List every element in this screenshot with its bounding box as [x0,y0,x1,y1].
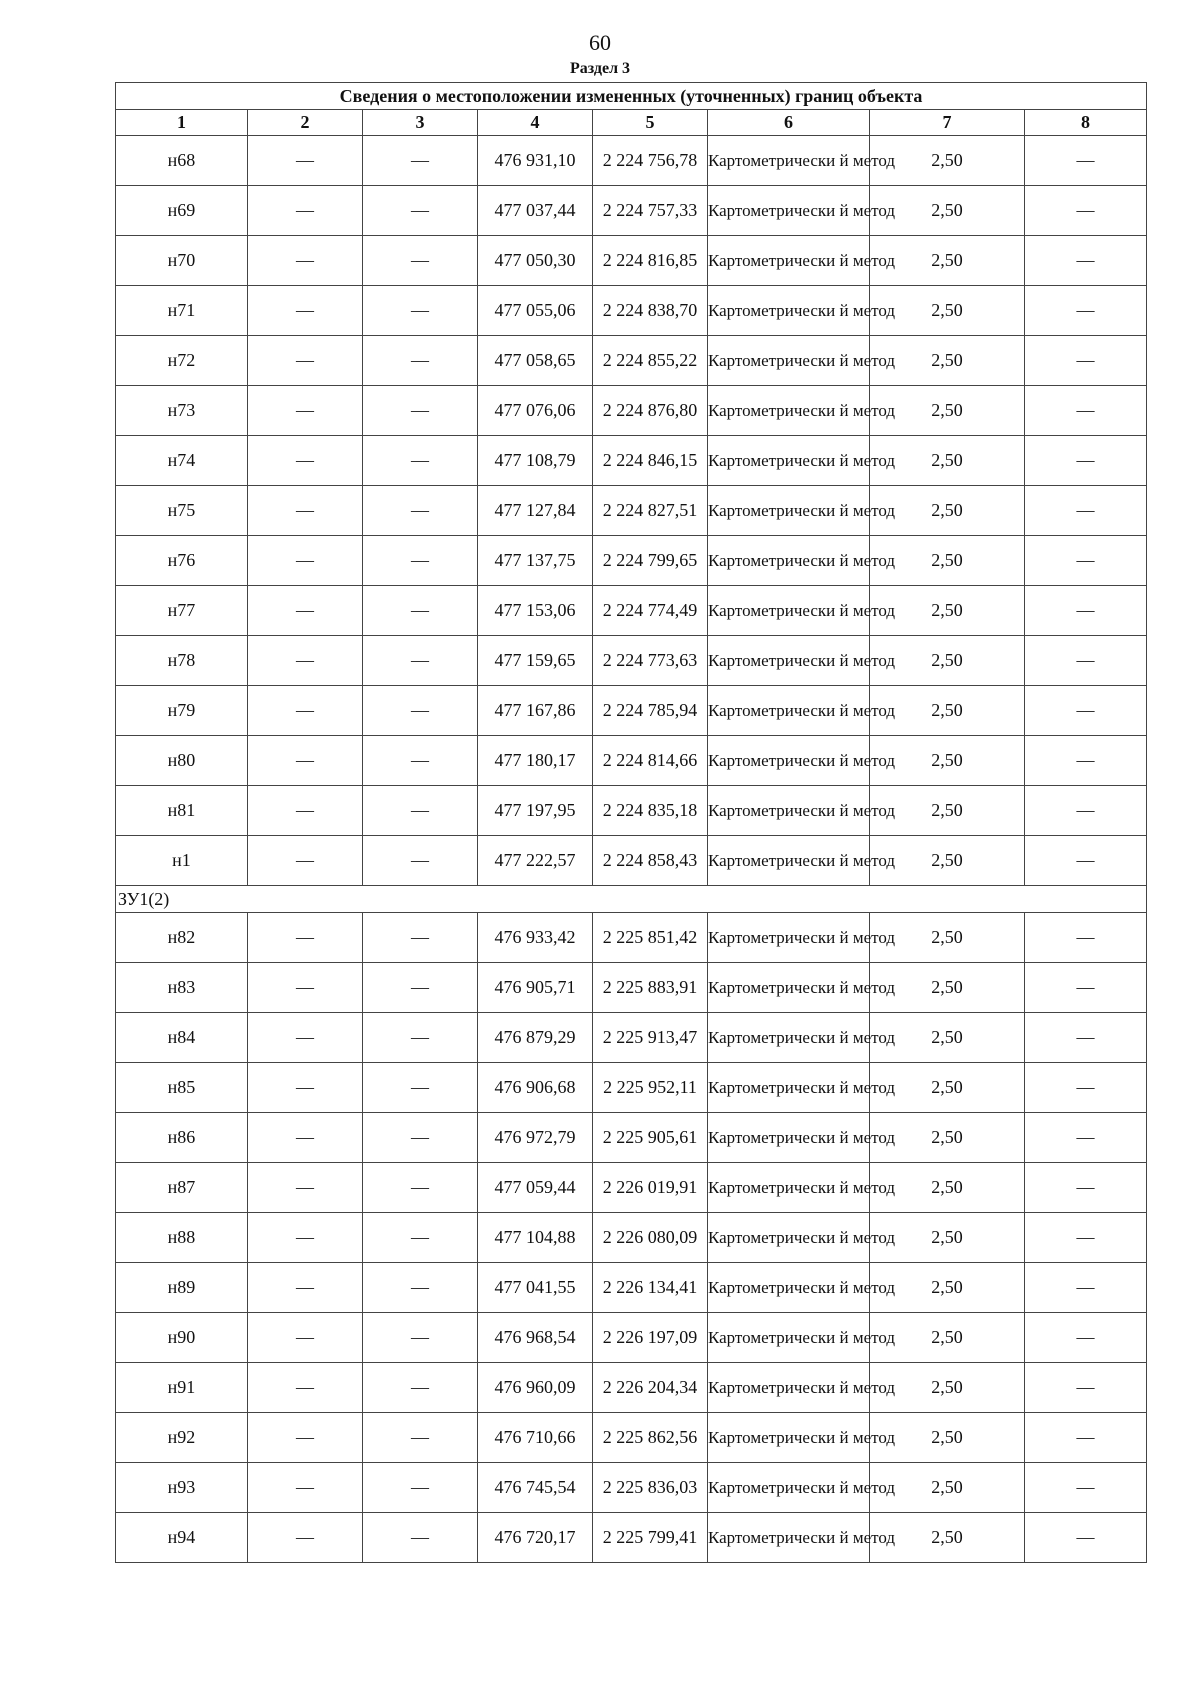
accuracy-cell: 2,50 [870,1013,1025,1063]
col3-cell: — [363,286,478,336]
table-row [116,1363,1147,1413]
col3-cell: — [363,386,478,436]
y-coordinate-cell: 2 226 204,34 [593,1363,708,1413]
col8-cell: — [1025,486,1147,536]
col8-cell: — [1025,736,1147,786]
accuracy-cell: 2,50 [870,1113,1025,1163]
col2-cell: — [248,1113,363,1163]
table-row [116,963,1147,1013]
col8-cell: — [1025,836,1147,886]
point-id-cell: н71 [116,286,248,336]
point-id-cell: н74 [116,436,248,486]
point-id-cell: н76 [116,536,248,586]
page-number: 60 [589,30,611,55]
y-coordinate-cell: 2 224 756,78 [593,136,708,186]
col2-cell: — [248,1463,363,1513]
y-coordinate-cell: 2 224 814,66 [593,736,708,786]
x-coordinate-cell: 477 197,95 [478,786,593,836]
col3-cell: — [363,786,478,836]
coordinates-table [115,82,1147,1563]
x-coordinate-cell: 476 931,10 [478,136,593,186]
col2-cell: — [248,186,363,236]
y-coordinate-cell: 2 224 816,85 [593,236,708,286]
y-coordinate-cell: 2 226 134,41 [593,1263,708,1313]
accuracy-cell: 2,50 [870,286,1025,336]
col2-cell: — [248,1063,363,1113]
col3-cell: — [363,1013,478,1063]
col2-cell: — [248,836,363,886]
x-coordinate-cell: 477 059,44 [478,1163,593,1213]
table-row [116,786,1147,836]
accuracy-cell: 2,50 [870,1513,1025,1563]
method-cell: Картометрически й метод [708,1063,870,1113]
method-cell: Картометрически й метод [708,236,870,286]
x-coordinate-cell: 477 055,06 [478,286,593,336]
col2-cell: — [248,736,363,786]
col2-cell: — [248,1313,363,1363]
col2-cell: — [248,236,363,286]
col2-cell: — [248,336,363,386]
col2-cell: — [248,963,363,1013]
col2-cell: — [248,136,363,186]
accuracy-cell: 2,50 [870,686,1025,736]
table-row [116,436,1147,486]
y-coordinate-cell: 2 224 838,70 [593,286,708,336]
table-row [116,1413,1147,1463]
col2-cell: — [248,486,363,536]
col8-cell: — [1025,1463,1147,1513]
y-coordinate-cell: 2 225 836,03 [593,1463,708,1513]
col8-cell: — [1025,636,1147,686]
y-coordinate-cell: 2 224 846,15 [593,436,708,486]
accuracy-cell: 2,50 [870,963,1025,1013]
point-id-cell: н90 [116,1313,248,1363]
col8-cell: — [1025,286,1147,336]
col3-cell: — [363,1063,478,1113]
col3-cell: — [363,436,478,486]
col2-cell: — [248,586,363,636]
col8-cell: — [1025,1363,1147,1413]
col3-cell: — [363,736,478,786]
method-cell: Картометрически й метод [708,836,870,886]
point-id-cell: н93 [116,1463,248,1513]
col3-cell: — [363,1363,478,1413]
point-id-cell: н89 [116,1263,248,1313]
group-header-row [116,886,1147,913]
col3-cell: — [363,536,478,586]
accuracy-cell: 2,50 [870,786,1025,836]
table-row [116,1463,1147,1513]
table-row [116,186,1147,236]
y-coordinate-cell: 2 225 883,91 [593,963,708,1013]
point-id-cell: н79 [116,686,248,736]
section-title: Раздел 3 [569,60,631,77]
point-id-cell: н81 [116,786,248,836]
x-coordinate-cell: 477 137,75 [478,536,593,586]
x-coordinate-cell: 476 710,66 [478,1413,593,1463]
point-id-cell: н87 [116,1163,248,1213]
x-coordinate-cell: 477 222,57 [478,836,593,886]
col2-cell: — [248,1363,363,1413]
col3-cell: — [363,336,478,386]
accuracy-cell: 2,50 [870,1363,1025,1413]
column-header: 5 [593,110,708,136]
table-row [116,136,1147,186]
point-id-cell: н83 [116,963,248,1013]
y-coordinate-cell: 2 224 773,63 [593,636,708,686]
col3-cell: — [363,236,478,286]
accuracy-cell: 2,50 [870,536,1025,586]
point-id-cell: н70 [116,236,248,286]
x-coordinate-cell: 476 933,42 [478,913,593,963]
x-coordinate-cell: 477 108,79 [478,436,593,486]
col3-cell: — [363,136,478,186]
method-cell: Картометрически й метод [708,286,870,336]
method-cell: Картометрически й метод [708,1413,870,1463]
col2-cell: — [248,386,363,436]
method-cell: Картометрически й метод [708,1463,870,1513]
y-coordinate-cell: 2 224 855,22 [593,336,708,386]
column-header-row [116,110,1147,136]
accuracy-cell: 2,50 [870,136,1025,186]
column-header: 8 [1025,110,1147,136]
y-coordinate-cell: 2 224 876,80 [593,386,708,436]
col3-cell: — [363,836,478,886]
accuracy-cell: 2,50 [870,1213,1025,1263]
table-row [116,586,1147,636]
y-coordinate-cell: 2 225 952,11 [593,1063,708,1113]
method-cell: Картометрически й метод [708,386,870,436]
accuracy-cell: 2,50 [870,436,1025,486]
col2-cell: — [248,1413,363,1463]
y-coordinate-cell: 2 225 913,47 [593,1013,708,1063]
x-coordinate-cell: 477 180,17 [478,736,593,786]
table-row [116,1513,1147,1563]
col2-cell: — [248,1263,363,1313]
col2-cell: — [248,1513,363,1563]
col3-cell: — [363,1463,478,1513]
y-coordinate-cell: 2 226 197,09 [593,1313,708,1363]
y-coordinate-cell: 2 224 858,43 [593,836,708,886]
col8-cell: — [1025,1163,1147,1213]
col8-cell: — [1025,186,1147,236]
x-coordinate-cell: 477 050,30 [478,236,593,286]
accuracy-cell: 2,50 [870,1063,1025,1113]
col8-cell: — [1025,1313,1147,1363]
column-header: 6 [708,110,870,136]
method-cell: Картометрически й метод [708,686,870,736]
method-cell: Картометрически й метод [708,1163,870,1213]
accuracy-cell: 2,50 [870,336,1025,386]
method-cell: Картометрически й метод [708,586,870,636]
y-coordinate-cell: 2 225 851,42 [593,913,708,963]
col3-cell: — [363,586,478,636]
x-coordinate-cell: 477 037,44 [478,186,593,236]
x-coordinate-cell: 476 720,17 [478,1513,593,1563]
column-header: 4 [478,110,593,136]
point-id-cell: н68 [116,136,248,186]
x-coordinate-cell: 477 076,06 [478,386,593,436]
accuracy-cell: 2,50 [870,1263,1025,1313]
table-row [116,736,1147,786]
point-id-cell: н88 [116,1213,248,1263]
accuracy-cell: 2,50 [870,1313,1025,1363]
method-cell: Картометрически й метод [708,1013,870,1063]
method-cell: Картометрически й метод [708,1513,870,1563]
method-cell: Картометрически й метод [708,1213,870,1263]
col3-cell: — [363,963,478,1013]
point-id-cell: н77 [116,586,248,636]
method-cell: Картометрически й метод [708,913,870,963]
method-cell: Картометрически й метод [708,1263,870,1313]
y-coordinate-cell: 2 224 774,49 [593,586,708,636]
y-coordinate-cell: 2 225 799,41 [593,1513,708,1563]
col8-cell: — [1025,1213,1147,1263]
table-row [116,1163,1147,1213]
x-coordinate-cell: 476 905,71 [478,963,593,1013]
table-row [116,286,1147,336]
column-header: 2 [248,110,363,136]
accuracy-cell: 2,50 [870,913,1025,963]
y-coordinate-cell: 2 225 862,56 [593,1413,708,1463]
table-row [116,236,1147,286]
col3-cell: — [363,686,478,736]
table-row [116,1213,1147,1263]
point-id-cell: н84 [116,1013,248,1063]
col2-cell: — [248,786,363,836]
accuracy-cell: 2,50 [870,1413,1025,1463]
col8-cell: — [1025,336,1147,386]
table-row [116,486,1147,536]
column-header: 3 [363,110,478,136]
x-coordinate-cell: 476 879,29 [478,1013,593,1063]
method-cell: Картометрически й метод [708,136,870,186]
col8-cell: — [1025,1013,1147,1063]
table-row [116,1113,1147,1163]
method-cell: Картометрически й метод [708,536,870,586]
table-row [116,1063,1147,1113]
col8-cell: — [1025,386,1147,436]
x-coordinate-cell: 477 127,84 [478,486,593,536]
col8-cell: — [1025,436,1147,486]
column-header: 7 [870,110,1025,136]
accuracy-cell: 2,50 [870,1163,1025,1213]
y-coordinate-cell: 2 224 827,51 [593,486,708,536]
column-header: 1 [116,110,248,136]
col3-cell: — [363,1213,478,1263]
method-cell: Картометрически й метод [708,336,870,386]
col3-cell: — [363,1313,478,1363]
col3-cell: — [363,1413,478,1463]
method-cell: Картометрически й метод [708,1313,870,1363]
y-coordinate-cell: 2 226 019,91 [593,1163,708,1213]
table-row [116,1263,1147,1313]
accuracy-cell: 2,50 [870,1463,1025,1513]
accuracy-cell: 2,50 [870,636,1025,686]
group-label: ЗУ1(2) [116,886,1147,913]
col3-cell: — [363,913,478,963]
method-cell: Картометрически й метод [708,736,870,786]
method-cell: Картометрически й метод [708,1113,870,1163]
y-coordinate-cell: 2 224 757,33 [593,186,708,236]
x-coordinate-cell: 477 153,06 [478,586,593,636]
accuracy-cell: 2,50 [870,486,1025,536]
y-coordinate-cell: 2 224 785,94 [593,686,708,736]
col3-cell: — [363,1163,478,1213]
x-coordinate-cell: 477 167,86 [478,686,593,736]
point-id-cell: н85 [116,1063,248,1113]
x-coordinate-cell: 477 104,88 [478,1213,593,1263]
col8-cell: — [1025,1513,1147,1563]
table-row [116,636,1147,686]
x-coordinate-cell: 477 159,65 [478,636,593,686]
method-cell: Картометрически й метод [708,786,870,836]
accuracy-cell: 2,50 [870,836,1025,886]
col2-cell: — [248,636,363,686]
col8-cell: — [1025,963,1147,1013]
col8-cell: — [1025,686,1147,736]
point-id-cell: н72 [116,336,248,386]
point-id-cell: н82 [116,913,248,963]
y-coordinate-cell: 2 226 080,09 [593,1213,708,1263]
point-id-cell: н69 [116,186,248,236]
table-row [116,386,1147,436]
y-coordinate-cell: 2 224 835,18 [593,786,708,836]
col2-cell: — [248,536,363,586]
col2-cell: — [248,286,363,336]
accuracy-cell: 2,50 [870,736,1025,786]
table-row [116,1313,1147,1363]
table-row [116,1013,1147,1063]
col8-cell: — [1025,136,1147,186]
method-cell: Картометрически й метод [708,436,870,486]
x-coordinate-cell: 476 745,54 [478,1463,593,1513]
accuracy-cell: 2,50 [870,236,1025,286]
point-id-cell: н75 [116,486,248,536]
x-coordinate-cell: 477 041,55 [478,1263,593,1313]
point-id-cell: н91 [116,1363,248,1413]
col3-cell: — [363,1113,478,1163]
x-coordinate-cell: 476 960,09 [478,1363,593,1413]
table-row [116,686,1147,736]
col8-cell: — [1025,1413,1147,1463]
point-id-cell: н92 [116,1413,248,1463]
accuracy-cell: 2,50 [870,586,1025,636]
col3-cell: — [363,1513,478,1563]
col2-cell: — [248,436,363,486]
col8-cell: — [1025,536,1147,586]
col8-cell: — [1025,1263,1147,1313]
accuracy-cell: 2,50 [870,186,1025,236]
method-cell: Картометрически й метод [708,636,870,686]
col3-cell: — [363,636,478,686]
point-id-cell: н80 [116,736,248,786]
col2-cell: — [248,913,363,963]
col3-cell: — [363,186,478,236]
col8-cell: — [1025,1063,1147,1113]
col8-cell: — [1025,1113,1147,1163]
col8-cell: — [1025,786,1147,836]
table-caption-row [116,83,1147,110]
accuracy-cell: 2,50 [870,386,1025,436]
point-id-cell: н86 [116,1113,248,1163]
point-id-cell: н78 [116,636,248,686]
col2-cell: — [248,1013,363,1063]
y-coordinate-cell: 2 225 905,61 [593,1113,708,1163]
col8-cell: — [1025,586,1147,636]
table-row [116,536,1147,586]
method-cell: Картометрически й метод [708,186,870,236]
method-cell: Картометрически й метод [708,963,870,1013]
x-coordinate-cell: 476 972,79 [478,1113,593,1163]
col8-cell: — [1025,236,1147,286]
method-cell: Картометрически й метод [708,486,870,536]
col2-cell: — [248,686,363,736]
col2-cell: — [248,1163,363,1213]
col3-cell: — [363,1263,478,1313]
table-row [116,836,1147,886]
point-id-cell: н73 [116,386,248,436]
table-caption: Сведения о местоположении измененных (уточненных) границ объекта [116,83,1147,110]
point-id-cell: н1 [116,836,248,886]
method-cell: Картометрически й метод [708,1363,870,1413]
col2-cell: — [248,1213,363,1263]
table-row [116,913,1147,963]
col3-cell: — [363,486,478,536]
x-coordinate-cell: 476 968,54 [478,1313,593,1363]
y-coordinate-cell: 2 224 799,65 [593,536,708,586]
point-id-cell: н94 [116,1513,248,1563]
x-coordinate-cell: 477 058,65 [478,336,593,386]
x-coordinate-cell: 476 906,68 [478,1063,593,1113]
col8-cell: — [1025,913,1147,963]
table-row [116,336,1147,386]
